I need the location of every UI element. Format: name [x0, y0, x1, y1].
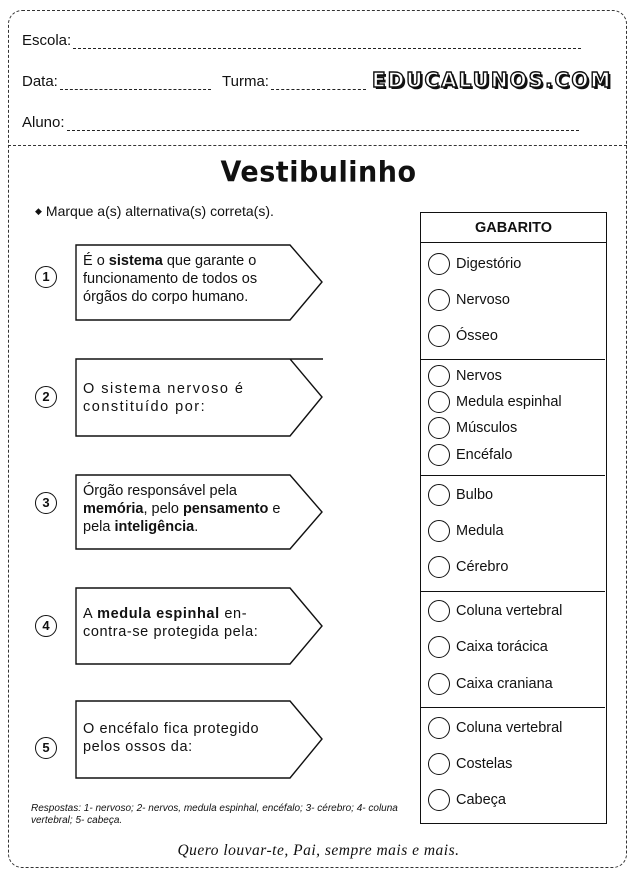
answers-note: Respostas: 1- nervoso; 2- nervos, medula espinhal, encéfalo; 3- cérebro; 4- coluna vertebral; 5- cabeça. [31, 803, 398, 826]
date-field [22, 73, 211, 90]
radio-circle-icon[interactable] [428, 636, 450, 658]
class-input-line[interactable] [271, 78, 366, 90]
question-text: Órgão responsável pela memória, pelo pensamento e pela inteligência. [83, 483, 281, 535]
answer-option[interactable]: Cabeça [428, 789, 506, 811]
answer-option[interactable]: Medula [428, 520, 504, 542]
answer-option[interactable]: Músculos [428, 417, 517, 439]
question-number: 2 [35, 386, 57, 408]
question-box [75, 244, 323, 321]
answer-key-panel [420, 212, 607, 824]
answer-option[interactable]: Coluna vertebral [428, 717, 562, 739]
question-number: 1 [35, 266, 57, 288]
answer-option[interactable]: Digestório [428, 253, 521, 275]
class-label: Turma: [222, 73, 269, 90]
answer-option[interactable]: Medula espinhal [428, 391, 562, 413]
answer-option[interactable]: Costelas [428, 753, 512, 775]
school-input-line[interactable] [73, 37, 581, 49]
answer-group-2 [421, 359, 605, 475]
question-text: A medula espinhal en-contra-se protegida pela: [83, 606, 259, 640]
question-box [75, 587, 323, 665]
footer-quote: Quero louvar-te, Pai, sempre mais e mais. [177, 842, 460, 859]
answer-option[interactable]: Encéfalo [428, 444, 512, 466]
radio-circle-icon[interactable] [428, 484, 450, 506]
radio-circle-icon[interactable] [428, 325, 450, 347]
bullet-icon: ◆ [35, 206, 42, 216]
answer-group-1 [421, 243, 605, 359]
answer-key-header: GABARITO [421, 213, 606, 243]
radio-circle-icon[interactable] [428, 444, 450, 466]
class-field [222, 73, 366, 90]
radio-circle-icon[interactable] [428, 789, 450, 811]
question-text: O encéfalo fica protegido pelos ossos da: [83, 721, 260, 755]
radio-circle-icon[interactable] [428, 253, 450, 275]
instruction-text: Marque a(s) alternativa(s) correta(s). [45, 203, 274, 219]
radio-circle-icon[interactable] [428, 520, 450, 542]
answer-group-5 [421, 707, 605, 822]
student-field [22, 114, 579, 131]
answer-option[interactable]: Coluna vertebral [428, 600, 562, 622]
date-label: Data: [22, 73, 58, 90]
answer-option[interactable]: Nervos [428, 365, 502, 387]
answer-option[interactable]: Ósseo [428, 325, 498, 347]
answer-option[interactable]: Cérebro [428, 556, 508, 578]
question-number: 4 [35, 615, 57, 637]
brand-logo: EDUCALUNOS.COM [372, 68, 613, 92]
radio-circle-icon[interactable] [428, 556, 450, 578]
student-label: Aluno: [22, 114, 65, 131]
page-title: Vestibulinho [220, 156, 417, 189]
question-box [75, 700, 323, 779]
school-label: Escola: [22, 32, 72, 49]
answer-option[interactable]: Bulbo [428, 484, 493, 506]
instruction [35, 203, 274, 219]
radio-circle-icon[interactable] [428, 365, 450, 387]
radio-circle-icon[interactable] [428, 417, 450, 439]
answer-option[interactable]: Caixa torácica [428, 636, 548, 658]
radio-circle-icon[interactable] [428, 717, 450, 739]
question-text: O sistema nervoso é constituído por: [83, 381, 245, 415]
answer-group-3 [421, 475, 605, 591]
question-text: É o sistema que garante o funcionamento de todos os órgãos do corpo humano. [83, 253, 258, 305]
header-divider [8, 145, 627, 146]
radio-circle-icon[interactable] [428, 391, 450, 413]
radio-circle-icon[interactable] [428, 289, 450, 311]
answer-option[interactable]: Nervoso [428, 289, 510, 311]
question-box [75, 358, 323, 437]
school-field [22, 32, 581, 49]
question-number: 3 [35, 492, 57, 514]
answer-option[interactable]: Caixa craniana [428, 673, 553, 695]
question-number: 5 [35, 737, 57, 759]
radio-circle-icon[interactable] [428, 753, 450, 775]
date-input-line[interactable] [60, 78, 211, 90]
radio-circle-icon[interactable] [428, 600, 450, 622]
student-input-line[interactable] [67, 119, 579, 131]
answer-group-4 [421, 591, 605, 707]
question-box [75, 474, 323, 550]
radio-circle-icon[interactable] [428, 673, 450, 695]
